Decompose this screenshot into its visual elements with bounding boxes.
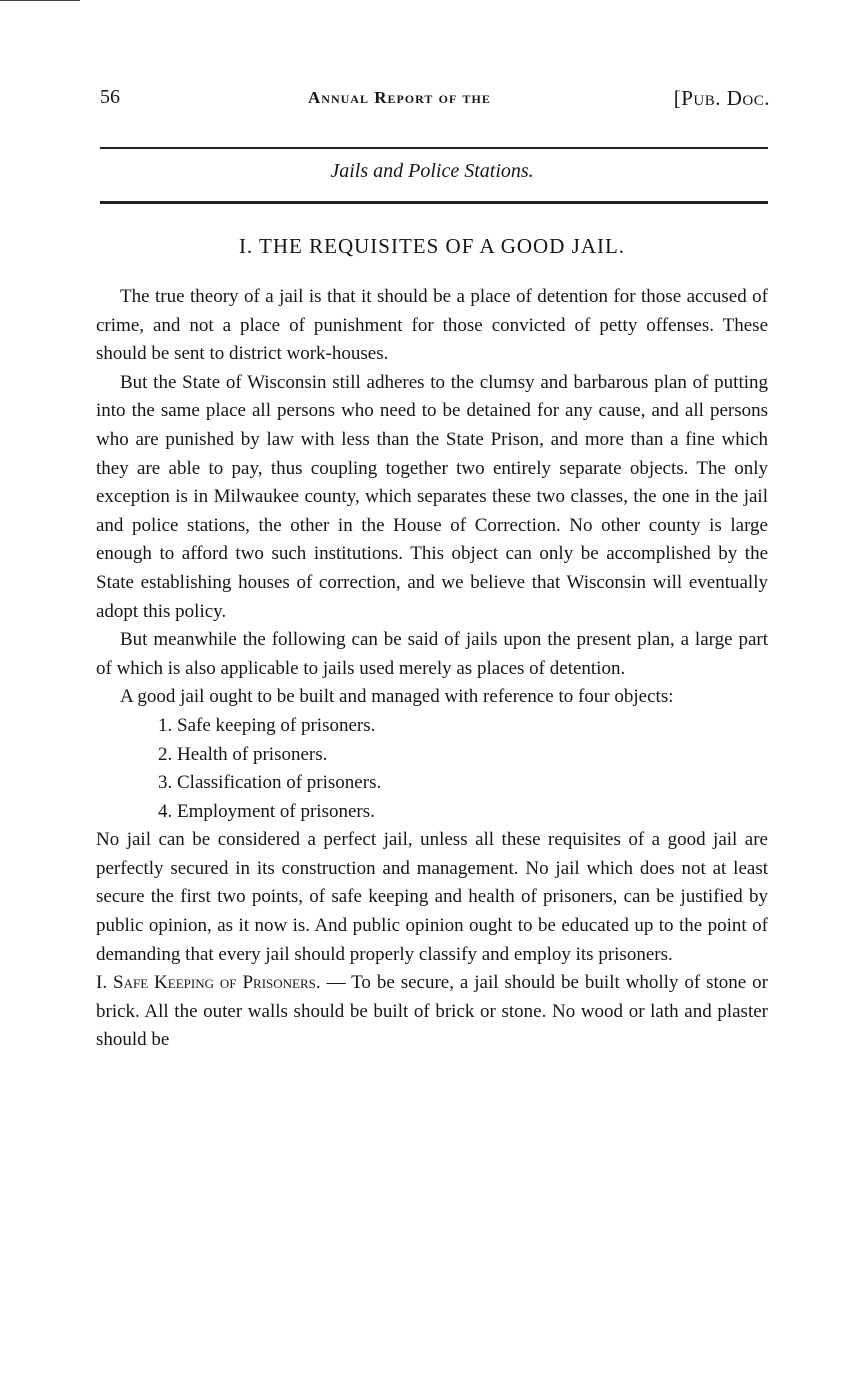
safe-keeping-text: — To be secure, a jail should be built wholly of stone or brick. All the outer walls should be built of brick or stone. No wood or lath and plaster should be <box>96 972 768 1051</box>
list-item: 1. Safe keeping of prisoners. <box>158 714 376 736</box>
paragraph-present-plan: But meanwhile the following can be said of jails upon the present plan, a large part of which is also applicable to jails used merely as places of detention. <box>96 629 768 679</box>
document-reference: [Pub. Doc. <box>673 86 770 110</box>
running-title: Annual Report of the <box>308 88 491 107</box>
objects-list <box>96 712 768 826</box>
running-head <box>96 86 768 116</box>
header-rule-top <box>100 147 768 149</box>
list-item: 2. Health of prisoners. <box>158 743 328 765</box>
paragraph-four-objects: A good jail ought to be built and managed with reference to four objects: <box>120 686 674 708</box>
list-item: 3. Classification of prisoners. <box>158 772 382 794</box>
paragraph-safe-keeping <box>96 969 768 1055</box>
scan-edge-line <box>0 0 80 1</box>
safe-keeping-heading: I. Safe Keeping of Prisoners. <box>96 972 321 994</box>
list-item: 4. Employment of prisoners. <box>158 800 375 822</box>
page-number: 56 <box>100 86 120 108</box>
section-heading: Jails and Police Stations. <box>330 160 534 182</box>
paragraph-perfect-jail: No jail can be considered a perfect jail, unless all these requisites of a good jail are perfectly secured in its construction and management. No jail which does not at least secure the first two points, of safe keeping and health of prisoners, can be justified by public opinion, as it now is. And public opinion ought to be educated up to the point of demanding that every jail should properly classify and employ its prisoners. <box>96 829 768 965</box>
paragraph-wisconsin-plan: But the State of Wisconsin still adheres to the clumsy and barbarous plan of putting into the same place all persons who need to be detained for any cause, and all persons who are punished by law with less than the State Prison, and more than a fine which they are able to pay, thus coupling together two entirely separate objects. The only exception is in Milwaukee county, which separates these two classes, the one in the jail and police stations, the other in the House of Correction. No other county is large enough to afford two such institutions. This object can only be accomplished by the State establishing houses of correction, and we believe that Wisconsin will eventually adopt this policy. <box>96 371 768 622</box>
chapter-title: I. THE REQUISITES OF A GOOD JAIL. <box>238 234 626 258</box>
header-rule-bottom <box>100 201 768 204</box>
paragraph-jail-theory: The true theory of a jail is that it should be a place of detention for those accused of crime, and not a place of punishment for those convicted of petty offenses. These should be sent to district work-houses. <box>96 286 768 365</box>
body-text <box>96 283 768 1055</box>
